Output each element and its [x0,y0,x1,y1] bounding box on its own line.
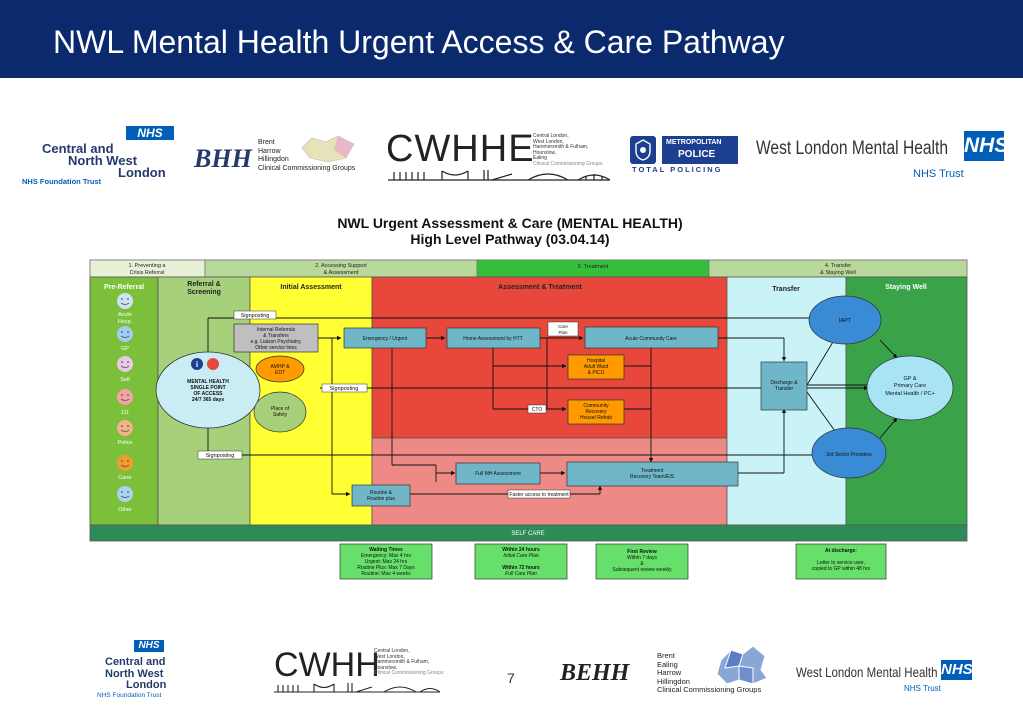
spa-line2: SINGLE POINT [190,385,226,391]
waiting-times-line: Routine Plus: Max 7 Days [357,565,415,571]
phase-header [90,260,967,277]
review-box-line: Subsequent review weekly [612,567,672,573]
phase-4-line1: 4. Transfer [824,263,852,269]
cnwl-bottom-line1: Central and [105,656,166,668]
waiting-times-line: Urgent: Max 24 hrs [364,559,408,565]
col-assessment-upper [372,277,727,438]
bridges-icon [274,682,440,694]
amhp-line2: EDT [275,370,285,376]
face-icon [117,486,133,502]
phase-1-line2: Crisis Referral [129,270,165,276]
bhh-line: Brent [258,139,275,146]
signposting-label: Signposting [329,386,359,392]
col-title-transfer: Transfer [772,286,800,293]
discharge-letter-line: Letter to service user, [817,560,865,566]
cwhhe-line: Hammersmith & Fulham, [533,144,589,150]
spa-line3: OF ACCESS [193,391,223,397]
logo-wlmh-bottom [796,660,976,696]
face-icon [117,293,133,309]
waiting-times-line: Emergency: Max 4 hrs [360,553,412,559]
care-plan-box-line: Initial Care Plan [503,553,539,559]
care-plan-box-line: Within 24 hours [502,547,540,553]
internal-referrals-line2: & Transfers [263,333,289,339]
discharge-letter-line: copied to GP within 48 hrs [811,566,871,572]
review-box-line: Within 7 days [626,555,658,561]
source-label: Self [120,377,130,383]
cwhh-line: Hounslow, [374,664,398,671]
face-icon [117,389,133,405]
community-recovery-line3: House/ Rehab [580,415,612,421]
hospital-line1: Hospital [586,358,606,364]
acute-community-label: Acute Community Care [625,336,677,342]
diagram-heading: NWL Urgent Assessment & Care (MENTAL HEALTH) [337,215,683,231]
cwhhe-line: Hounslow, [533,149,557,156]
phase-1-line1: 1. Preventing a [128,263,166,269]
cnwl-bottom-line3: London [126,679,167,691]
signposting-label: Signposting [205,453,235,459]
nhs-logo: NHS [134,640,164,652]
internal-referrals-line3: e.g. Liaison Psychiatry, [250,339,302,345]
care-plan-line2: Plan [558,330,568,335]
cwhhe-line: Central London, [533,133,569,139]
page-title: NWL Mental Health Urgent Access & Care Pathway [53,24,785,60]
telephone-icon [207,358,219,370]
source-label: Other [118,507,132,513]
review-box-line: First Review [627,549,657,555]
bhh-line: Hillingdon [258,156,289,163]
col-title-referral-1: Referral & [187,281,221,288]
logo-cnwl-bottom [92,640,182,700]
cnwl-line2: North West [68,153,138,168]
internal-referrals-line4: Other service lines [255,345,297,351]
wlmh-bottom-name: West London Mental Health [796,664,938,680]
care-plan-box-line: Full Care Plan [505,571,537,577]
face-icon [117,420,133,436]
source-label: Police [117,440,133,446]
waiting-times-line: Routine: Max 4 weeks [361,571,411,577]
bhh-line: Clinical Commissioning Groups [258,164,356,172]
cwhhe-line: West London, [533,138,564,145]
phase-2-line1: 2. Accessing Support [315,263,367,269]
cwhhe-line: Clinical Commissioning Groups [533,160,603,167]
discharge-letter-line: At discharge: [825,548,857,554]
gp-primary-line2: Primary Care [893,383,927,389]
spa-line1: MENTAL HEALTH [187,379,229,385]
source-label: Acute [117,312,133,318]
behh-mark: BEHH [560,660,630,686]
treatment-line1: Treatment [640,468,664,474]
cwhh-line: Hammersmith & Fulham, [374,659,430,665]
home-assessment-label: Home Assessment by HTT [463,336,523,342]
face-icon [117,326,133,342]
full-mh-label: Full MH Assessment [475,471,521,477]
place-of-safety-line2: Safety [272,412,288,418]
community-recovery-line2: Recovery [585,409,607,415]
cwhh-line: West London, [374,653,405,660]
source-label: Carer [118,475,132,481]
diagram-subheading: High Level Pathway (03.04.14) [410,231,610,247]
col-title-staying-well: Staying Well [885,284,927,291]
waiting-times-line: Waiting Times [369,547,403,553]
care-plan-line1: Care [558,324,568,329]
face-icon [117,455,133,471]
info-icon: i [195,360,199,369]
behh-line: Clinical Commissioning Groups [657,685,762,694]
gp-primary-line1: GP & [903,376,917,382]
met-line1: METROPOLITAN [666,139,722,146]
routine-line2: Routine plus [367,496,395,502]
iapt-label: IAPT [838,318,852,324]
cwhh-line: Central London, [374,648,410,654]
place-of-safety-line1: Place of [270,406,290,412]
review-box-line: & [640,561,644,567]
nhs-logo: NHS [964,131,1004,161]
behh-line: Harrow [657,668,682,677]
wlmh-bottom-trust: NHS Trust [904,684,941,693]
cwhh-lines [374,649,443,677]
behh-map-icon [713,644,771,688]
hospital-line2: Adult Ward [583,364,609,370]
spa-line4: 24/7 365 days [191,397,225,403]
met-line3: TOTAL POLICING [632,165,723,174]
col-title-initial: Initial Assessment [280,284,342,291]
third-sector-label: 3rd Sector Providers [826,452,872,458]
nhs-logo: NHS [941,661,973,678]
col-title-pre-referral: Pre-Referral [103,284,145,291]
face-icon [117,356,133,372]
cto-label: CTO [531,407,543,413]
cwhh-mark: CWHH [274,646,380,684]
cnwl-bottom-line4: NHS Foundation Trust [97,692,162,699]
behh-line: Hillingdon [657,676,690,686]
cnwl-bottom-line2: North West [105,668,164,680]
emergency-label: Emergency / Urgent [362,336,408,342]
source-label: Hosp. [117,319,133,325]
cwhhe-line: Ealing [533,155,547,161]
treatment-line2: Recovery Team/EIS [629,474,675,480]
wlmh-name: West London Mental Health [756,138,948,159]
source-label: 111 [120,410,130,416]
care-plan-box-line: Within 72 hours [502,565,540,571]
spa-circle [156,352,260,428]
met-line2: POLICE [678,149,716,160]
faster-access-label: Faster access to treatment [509,492,569,498]
routine-line1: Routine & [370,490,392,496]
cwhh-line: Clinical Commissioning Groups [374,670,444,676]
community-recovery-line1: Community [583,403,609,409]
col-title-assessment: Assessment & Treatment [498,284,582,291]
cnwl-line1: Central and [42,141,114,156]
logo-cwhh-bottom [274,646,454,696]
phase-3-line1: 3. Treatment [577,264,609,270]
phase-4-line2: & Staying Well [820,270,856,276]
internal-referrals-line1: Internal Referrals [256,327,296,333]
gp-primary-line3: Mental Health / PC+ [885,391,935,397]
hospital-line3: & PICU [587,370,605,376]
bhh-mark: BHH [194,144,252,173]
behh-line: Brent [657,651,675,660]
bottom-boxes [340,544,886,579]
phase-2-line2: & Assessment [323,270,359,276]
cwhhe-mark: CWHHE [386,128,535,170]
discharge-line2: Transfer [774,386,794,392]
logo-behh-bottom [560,652,780,700]
signposting-label: Signposting [240,313,270,319]
page-number: 7 [507,670,515,686]
self-care-label: SELF CARE [511,531,545,537]
nhs-logo: NHS [126,126,174,140]
cnwl-line4: NHS Foundation Trust [22,177,102,186]
col-title-referral-2: Screening [187,289,221,296]
bhh-line: Harrow [258,147,281,155]
source-label: GP [121,346,129,352]
wlmh-trust: NHS Trust [913,168,964,180]
behh-line: Ealing [657,659,678,669]
amhp-line1: AMHP & [270,364,290,370]
discharge-line1: Discharge & [770,380,798,386]
cnwl-line3: London [118,165,166,180]
